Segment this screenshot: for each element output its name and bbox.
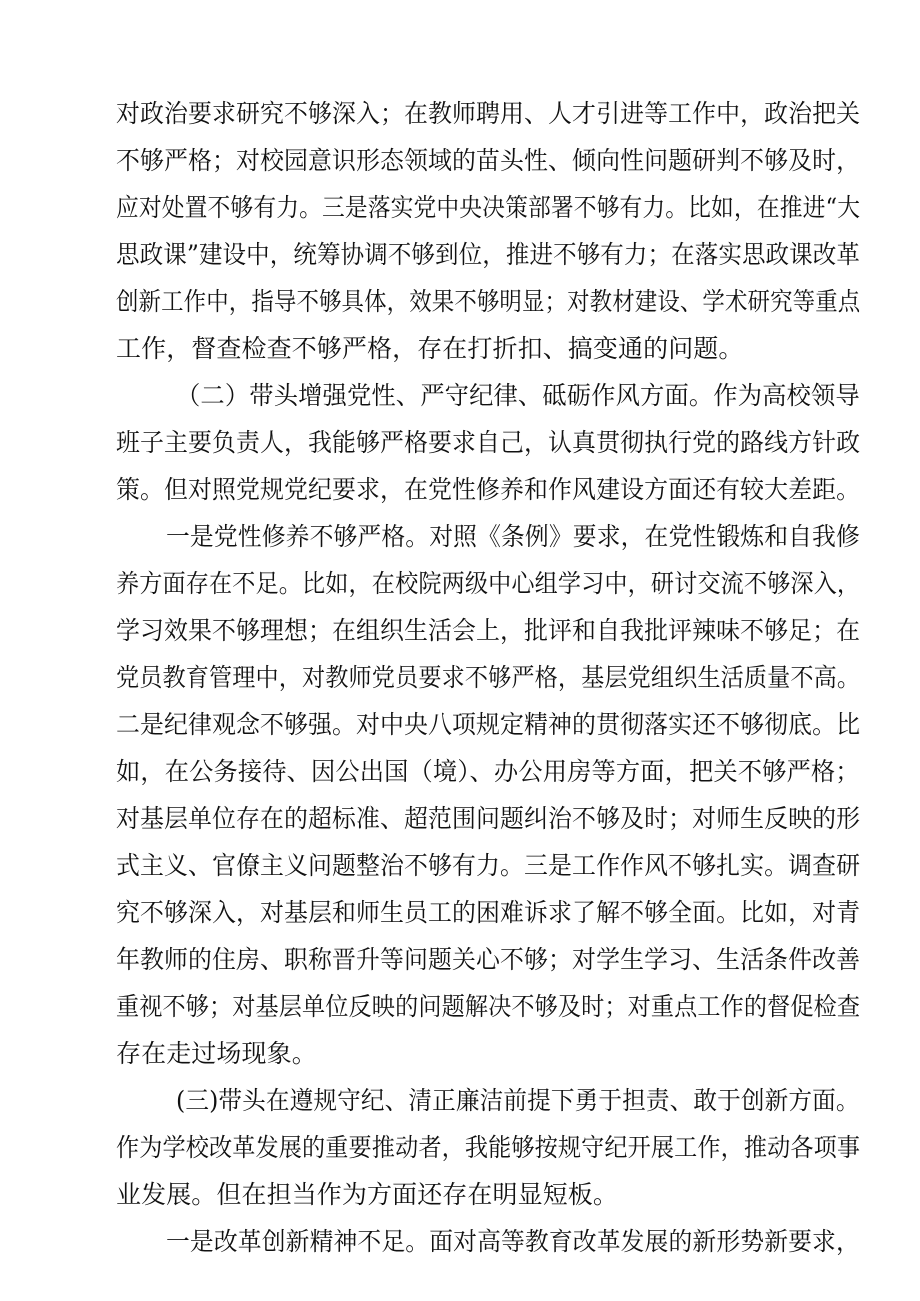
text-line: 究不够深入，对基层和师生员工的困难诉求了解不够全面。比如，对青 — [116, 898, 861, 927]
text-line: 如，在公务接待、因公出国（境）、办公用房等方面，把关不够严格； — [116, 757, 860, 786]
text-line: 学习效果不够理想；在组织生活会上，批评和自我批评辣味不够足；在 — [116, 616, 861, 645]
text-line: 应对处置不够有力。三是落实党中央决策部署不够有力。比如，在推进“大 — [116, 193, 861, 222]
text-line: 一是党性修养不够严格。对照《条例》要求，在党性锻炼和自我修 — [166, 522, 860, 551]
text-line: 思政课”建设中，统筹协调不够到位，推进不够有力；在落实思政课改革 — [116, 240, 860, 269]
section-heading-2: （二）带头增强党性、严守纪律、砥砺作风方面。作为高校领导 — [176, 381, 860, 410]
text-line: 作为学校改革发展的重要推动者，我能够按规守纪开展工作，推动各项事 — [116, 1133, 861, 1162]
text-line: 年教师的住房、职称晋升等问题关心不够；对学生学习、生活条件改善 — [116, 945, 861, 974]
section-heading-3: (三)带头在遵规守纪、清正廉洁前提下勇于担责、敢于创新方面。 — [176, 1086, 860, 1115]
text-line: 党员教育管理中，对教师党员要求不够严格，基层党组织生活质量不高。 — [116, 663, 861, 692]
text-line: 一是改革创新精神不足。面对高等教育改革发展的新形势新要求， — [166, 1227, 860, 1256]
text-line: 对基层单位存在的超标准、超范围问题纠治不够及时；对师生反映的形 — [116, 804, 861, 833]
text-line: 养方面存在不足。比如，在校院两级中心组学习中，研讨交流不够深入， — [116, 569, 861, 598]
text-line: 不够严格；对校园意识形态领域的苗头性、倾向性问题研判不够及时， — [116, 146, 861, 175]
text-line: 式主义、官僚主义问题整治不够有力。三是工作作风不够扎实。调查研 — [116, 851, 861, 880]
text-line: 工作，督查检查不够严格，存在打折扣、搞变通的问题。 — [116, 334, 744, 363]
text-line: 重视不够；对基层单位反映的问题解决不够及时；对重点工作的督促检查 — [116, 992, 861, 1021]
text-line: 创新工作中，指导不够具体，效果不够明显；对教材建设、学术研究等重点 — [116, 287, 861, 316]
text-line: 策。但对照党规党纪要求，在党性修养和作风建设方面还有较大差距。 — [116, 475, 861, 504]
text-line: 班子主要负责人，我能够严格要求自己，认真贯彻执行党的路线方针政 — [116, 428, 861, 457]
text-line: 二是纪律观念不够强。对中央八项规定精神的贯彻落实还不够彻底。比 — [116, 710, 861, 739]
text-line: 业发展。但在担当作为方面还存在明显短板。 — [116, 1180, 619, 1209]
text-line: 对政治要求研究不够深入；在教师聘用、人才引进等工作中，政治把关 — [116, 99, 861, 128]
text-line: 存在走过场现象。 — [116, 1039, 317, 1068]
